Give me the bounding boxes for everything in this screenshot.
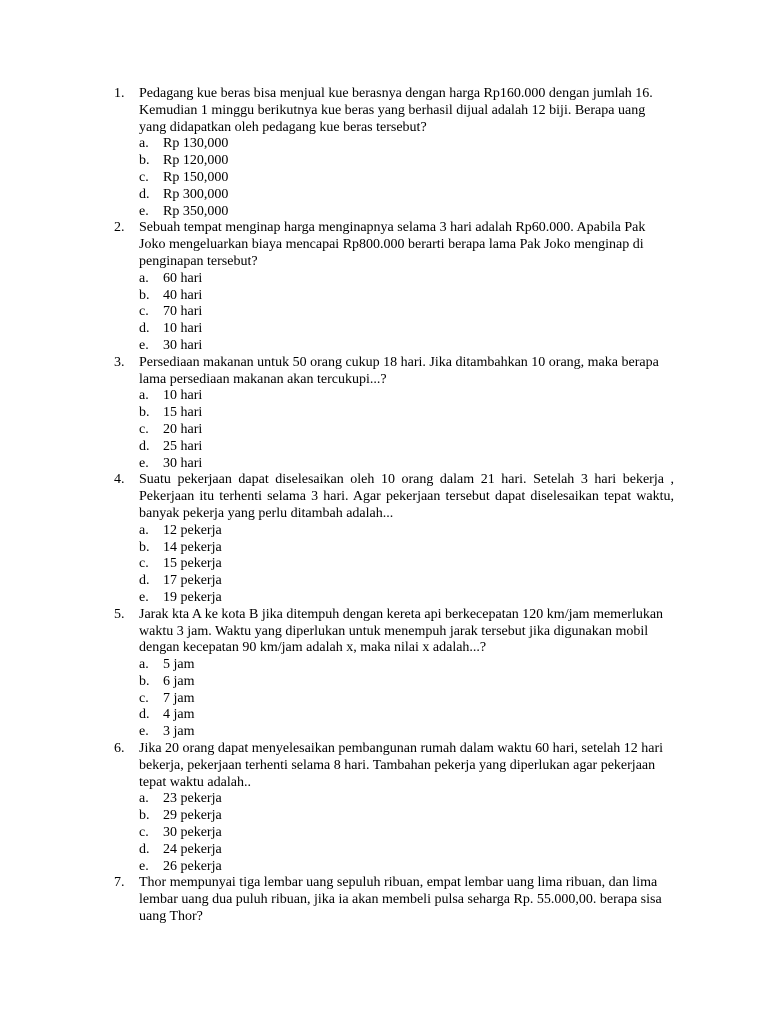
answer-option (139, 271, 674, 288)
option-text: Rp 350,000 (163, 203, 229, 219)
option-letter: a. (139, 657, 149, 673)
option-letter: d. (139, 186, 150, 202)
option-letter: b. (139, 808, 150, 824)
answer-option (139, 439, 674, 456)
option-letter: a. (139, 136, 149, 152)
option-letter: c. (139, 825, 149, 841)
question-4 (0, 472, 674, 606)
answer-option (139, 321, 674, 338)
option-letter: c. (139, 556, 149, 572)
answer-option (139, 136, 674, 153)
option-letter: e. (139, 724, 149, 740)
option-text: 7 jam (163, 690, 195, 706)
option-text: 60 hari (163, 270, 203, 286)
answer-option (139, 859, 674, 876)
answer-option (139, 842, 674, 859)
option-letter: d. (139, 707, 150, 723)
option-text: Rp 150,000 (163, 169, 229, 185)
option-text: 25 hari (163, 438, 203, 454)
option-letter: e. (139, 858, 149, 874)
answer-option (139, 691, 674, 708)
option-letter: e. (139, 455, 149, 471)
answer-option (139, 153, 674, 170)
question-number: 3. (114, 354, 125, 370)
option-letter: d. (139, 841, 150, 857)
option-letter: d. (139, 438, 150, 454)
option-letter: a. (139, 522, 149, 538)
answer-options (139, 523, 674, 607)
option-letter: e. (139, 337, 149, 353)
question-number: 1. (114, 86, 125, 101)
answer-option (139, 304, 674, 321)
option-text: 14 pekerja (163, 539, 222, 555)
option-letter: a. (139, 388, 149, 404)
answer-option (139, 338, 674, 355)
option-letter: c. (139, 690, 149, 706)
option-text: 10 hari (163, 388, 203, 404)
answer-option (139, 825, 674, 842)
answer-option (139, 204, 674, 221)
answer-option (139, 422, 674, 439)
answer-options (139, 791, 674, 875)
option-letter: b. (139, 405, 150, 421)
question-6 (0, 741, 674, 875)
answer-option (139, 707, 674, 724)
question-number: 7. (114, 875, 125, 891)
answer-option (139, 674, 674, 691)
option-letter: c. (139, 169, 149, 185)
question-text: Sebuah tempat menginap harga menginapnya selama 3 hari adalah Rp60.000. Apabila Pak Joko mengeluarkan biaya mencapai Rp800.000 berarti berapa lama Pak Joko menginap di penginapan tersebut? (139, 220, 646, 269)
answer-options (139, 136, 674, 220)
answer-option (139, 556, 674, 573)
option-text: 15 pekerja (163, 556, 222, 572)
option-letter: b. (139, 673, 150, 689)
question-2 (0, 220, 674, 354)
option-text: 15 hari (163, 405, 203, 421)
question-number: 4. (114, 472, 125, 488)
option-text: 6 jam (163, 673, 195, 689)
option-text: 4 jam (163, 707, 195, 723)
answer-option (139, 540, 674, 557)
answer-option (139, 523, 674, 540)
option-text: 30 hari (163, 337, 203, 353)
option-text: 40 hari (163, 287, 203, 303)
option-letter: b. (139, 539, 150, 555)
question-text: Jarak kta A ke kota B jika ditempuh dengan kereta api berkecepatan 120 km/jam memerlukan waktu 3 jam. Waktu yang diperlukan untuk menempuh jarak tersebut jika digunakan mobil dengan kecepatan 90 km/jam adalah x, maka nilai x adalah...? (139, 606, 664, 656)
option-text: 20 hari (163, 421, 203, 437)
option-text: 23 pekerja (163, 791, 222, 807)
question-5 (0, 607, 674, 741)
question-7 (0, 875, 674, 925)
answer-option (139, 724, 674, 741)
option-letter: e. (139, 589, 149, 605)
option-text: 3 jam (163, 724, 195, 740)
answer-option (139, 657, 674, 674)
option-text: 70 hari (163, 304, 203, 320)
answer-options (139, 657, 674, 741)
question-text: Jika 20 orang dapat menyelesaikan pembangunan rumah dalam waktu 60 hari, setelah 12 hari bekerja, pekerjaan terhenti selama 8 hari. Tambahan pekerja yang diperlukan agar pekerjaan tepat waktu adalah.. (139, 741, 664, 790)
question-text: Suatu pekerjaan dapat diselesaikan oleh 10 orang dalam 21 hari. Setelah 3 hari bekerja , Pekerjaan itu terhenti selama 3 hari. Agar pekerjaan tersebut dapat diselesaikan tepat waktu, banyak pekerja yang perlu ditambah adalah... (139, 472, 674, 521)
option-letter: a. (139, 270, 149, 286)
answer-options (139, 271, 674, 355)
option-letter: b. (139, 287, 150, 303)
option-text: 19 pekerja (163, 589, 222, 605)
answer-option (139, 456, 674, 473)
option-letter: d. (139, 573, 150, 589)
question-number: 2. (114, 220, 125, 236)
option-letter: b. (139, 153, 150, 169)
answer-option (139, 405, 674, 422)
answer-option (139, 388, 674, 405)
question-3 (0, 355, 674, 473)
option-text: 10 hari (163, 321, 203, 337)
option-letter: d. (139, 321, 150, 337)
option-text: 26 pekerja (163, 858, 222, 874)
option-text: 29 pekerja (163, 808, 222, 824)
answer-options (139, 388, 674, 472)
answer-option (139, 170, 674, 187)
document-page (0, 86, 768, 926)
answer-option (139, 573, 674, 590)
question-1 (0, 86, 674, 220)
answer-option (139, 791, 674, 808)
option-text: 24 pekerja (163, 841, 222, 857)
option-text: Rp 130,000 (163, 136, 229, 152)
answer-option (139, 808, 674, 825)
answer-option (139, 288, 674, 305)
option-text: 12 pekerja (163, 522, 222, 538)
option-text: 30 pekerja (163, 825, 222, 841)
option-letter: e. (139, 203, 149, 219)
question-text: Persediaan makanan untuk 50 orang cukup 18 hari. Jika ditambahkan 10 orang, maka berapa lama persediaan makanan akan tercukupi...? (139, 354, 659, 387)
question-number: 5. (114, 606, 125, 622)
option-text: 5 jam (163, 657, 195, 673)
question-text: Thor mempunyai tiga lembar uang sepuluh ribuan, empat lembar uang lima ribuan, dan lima lembar uang dua puluh ribuan, jika ia akan membeli pulsa seharga Rp. 55.000,00. berapa sisa uang Thor? (139, 875, 662, 925)
option-letter: c. (139, 304, 149, 320)
question-number: 6. (114, 741, 125, 757)
option-text: 30 hari (163, 455, 203, 471)
option-letter: a. (139, 791, 149, 807)
option-letter: c. (139, 421, 149, 437)
answer-option (139, 590, 674, 607)
question-text: Pedagang kue beras bisa menjual kue berasnya dengan harga Rp160.000 dengan jumlah 16. Kemudian 1 minggu berikutnya kue beras yang berhasil dijual adalah 12 biji. Berapa uang yang didapatkan oleh pedagang kue beras tersebut? (139, 86, 653, 135)
answer-option (139, 187, 674, 204)
option-text: 17 pekerja (163, 573, 222, 589)
option-text: Rp 300,000 (163, 186, 229, 202)
option-text: Rp 120,000 (163, 153, 229, 169)
